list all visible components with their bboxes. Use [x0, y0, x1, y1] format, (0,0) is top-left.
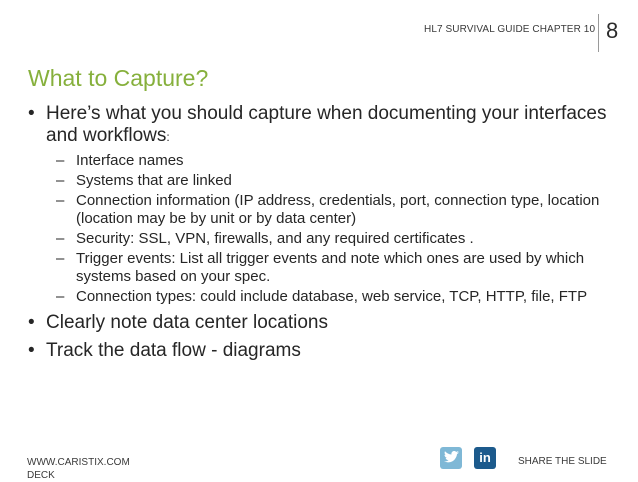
- dash-marker: –: [56, 152, 65, 169]
- dash-marker: –: [56, 250, 65, 267]
- dash-marker: –: [56, 288, 65, 305]
- list-item: [56, 192, 628, 228]
- slide-content: [28, 103, 628, 362]
- list-item: [56, 230, 628, 248]
- bullet-marker: •: [28, 340, 35, 361]
- share-the-slide-link[interactable]: SHARE THE SLIDE: [518, 456, 607, 467]
- sub-item-text: Systems that are linked: [76, 172, 232, 189]
- sub-item-text: Interface names: [76, 152, 184, 169]
- header-divider: [598, 14, 599, 52]
- list-item: [56, 250, 628, 286]
- slide-title: What to Capture?: [28, 65, 209, 91]
- chapter-label: HL7 SURVIVAL GUIDE CHAPTER 10: [424, 24, 596, 35]
- bullet-marker: •: [28, 312, 35, 333]
- linkedin-icon[interactable]: in: [474, 447, 496, 469]
- sub-item-text: Trigger events: List all trigger events and note which ones are used by which systems based on your spec.: [76, 250, 585, 285]
- bullet-data-center: [28, 312, 628, 334]
- footer-left: [27, 456, 130, 482]
- bullet-data-center-text: Clearly note data center locations: [46, 312, 328, 333]
- dash-marker: –: [56, 192, 65, 209]
- bullet-capture-colon: :: [166, 130, 170, 144]
- list-item: [56, 152, 628, 170]
- sub-item-text: Connection information (IP address, credentials, port, connection type, location (location may be by unit or by data center): [76, 192, 600, 227]
- sub-item-text: Connection types: could include database, web service, TCP, HTTP, file, FTP: [76, 288, 588, 305]
- twitter-bird-icon: [440, 447, 462, 469]
- deck-label: DECK: [27, 470, 55, 481]
- bullet-capture-text: Here’s what you should capture when documenting your interfaces and workflows: [46, 103, 607, 146]
- sub-list: [56, 152, 628, 306]
- bullet-capture: [28, 103, 628, 148]
- bullet-data-flow: [28, 340, 628, 362]
- dash-marker: –: [56, 172, 65, 189]
- page-number: 8: [606, 18, 619, 43]
- bullet-data-flow-text: Track the data flow - diagrams: [46, 340, 301, 361]
- bullet-marker: •: [28, 103, 35, 124]
- list-item: [56, 288, 628, 306]
- list-item: [56, 172, 628, 190]
- twitter-icon[interactable]: [440, 447, 462, 469]
- sub-item-text: Security: SSL, VPN, firewalls, and any required certificates .: [76, 230, 474, 247]
- website-link[interactable]: WWW.CARISTIX.COM: [27, 457, 130, 468]
- dash-marker: –: [56, 230, 65, 247]
